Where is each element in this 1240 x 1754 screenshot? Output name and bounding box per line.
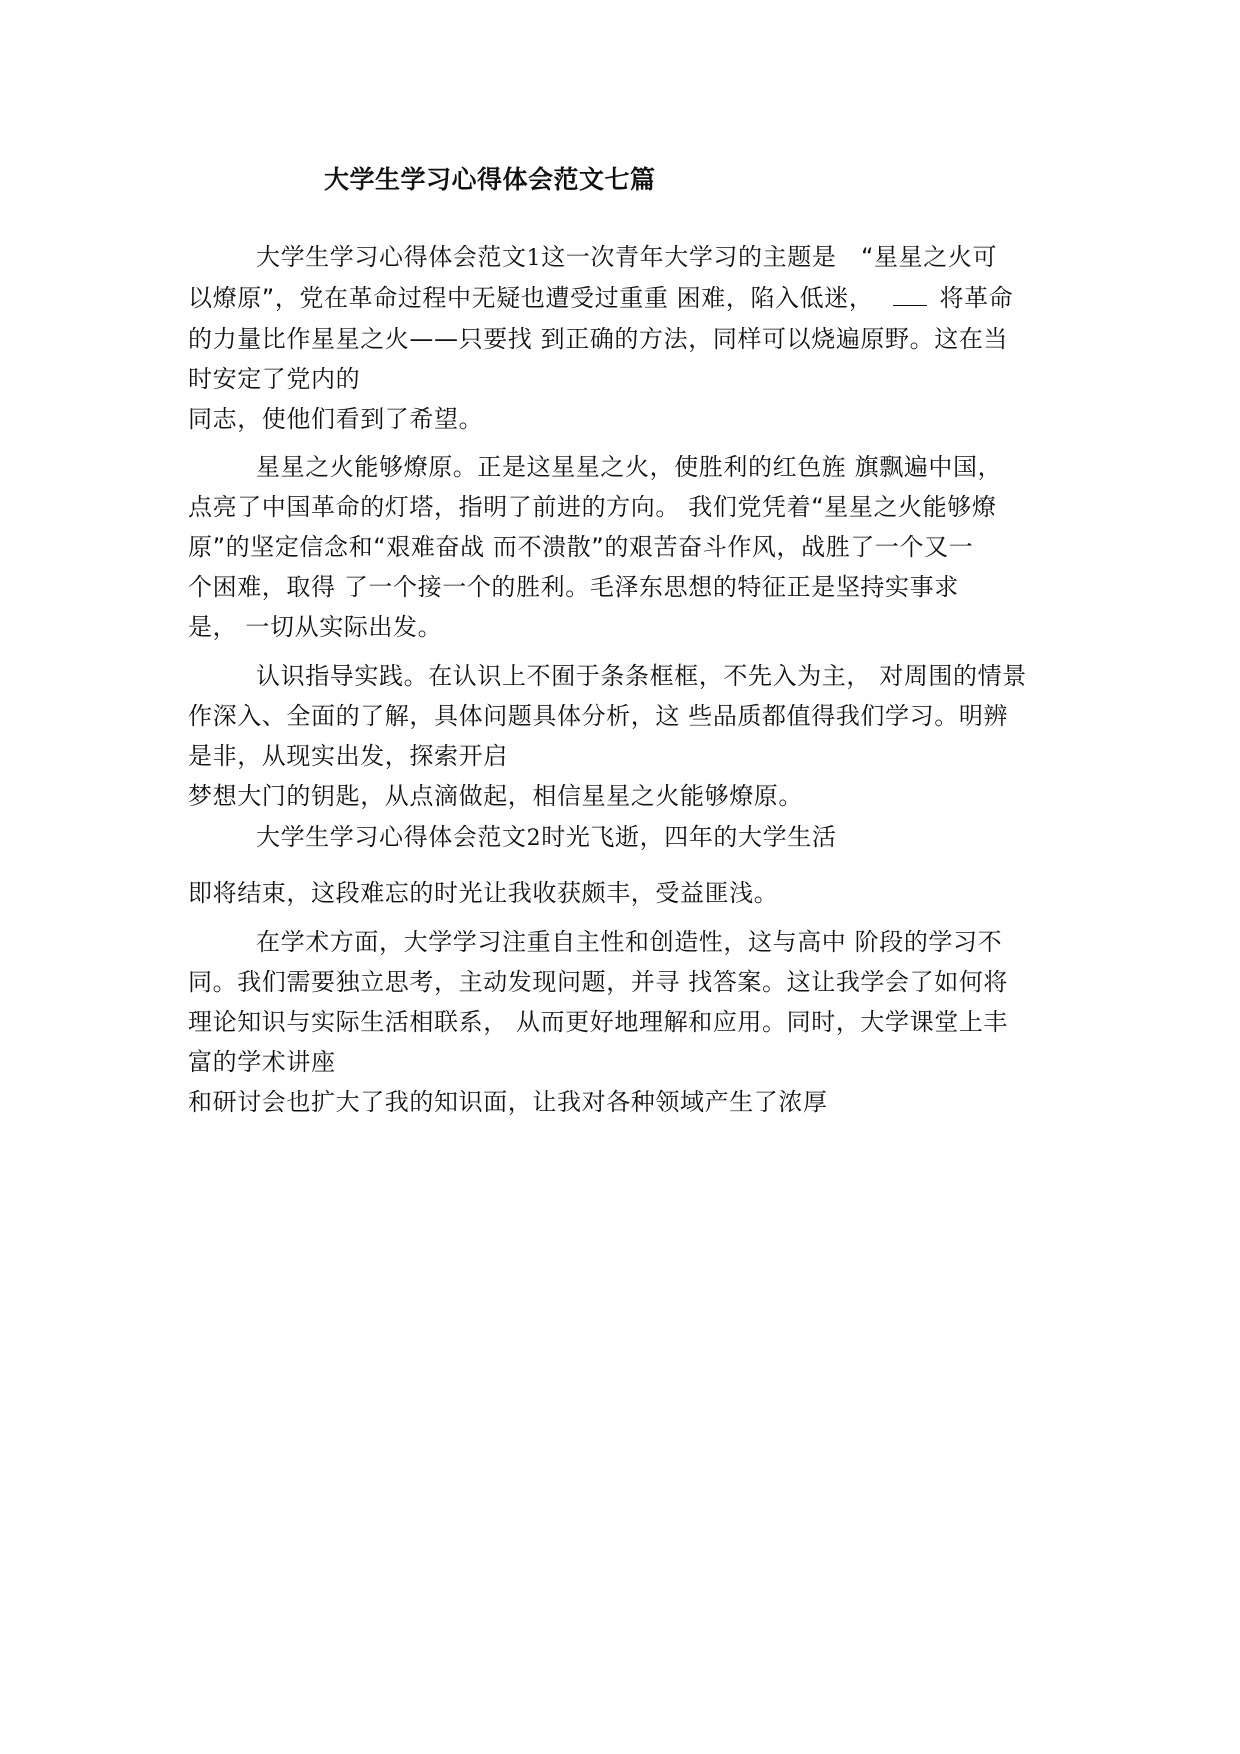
text-line xyxy=(188,283,1013,313)
sample-number: 1 xyxy=(526,246,542,271)
text-line: 是， 一切从实际出发。 xyxy=(188,613,443,641)
text-fragment: 以燎原”，党在革命过程中无疑也遭受过重重 困难，陷入低迷， xyxy=(188,284,874,312)
text-line: 梦想大门的钥匙，从点滴做起，相信星星之火能够燎原。 xyxy=(188,782,803,810)
text-line: 原”的坚定信念和“艰难奋战 而不溃散”的艰苦奋斗作风，战胜了一个又一 xyxy=(188,533,974,561)
text-fragment: 将革命 xyxy=(939,284,1014,312)
text-line xyxy=(256,822,836,854)
text-line: 同。我们需要独立思考，主动发现问题，并寻 找答案。这让我学会了如何将 xyxy=(188,968,1009,996)
text-fragment: 大学生学习心得体会范文 xyxy=(256,823,527,851)
text-line: 的力量比作星星之火——只要找 到正确的方法，同样可以烧遍原野。这在当 xyxy=(188,325,1009,353)
document-title: 大学生学习心得体会范文七篇 xyxy=(324,165,656,194)
blank-underline xyxy=(893,285,927,306)
text-line: 个困难，取得 了一个接一个的胜利。毛泽东思想的特征正是坚持实事求 xyxy=(188,573,959,601)
text-line: 作深入、全面的了解，具体问题具体分析，这 些品质都值得我们学习。明辨 xyxy=(188,702,1009,730)
text-line: 理论知识与实际生活相联系， 从而更好地理解和应用。同时，大学课堂上丰 xyxy=(188,1008,1009,1036)
text-line: 即将结束，这段难忘的时光让我收获颇丰，受益匪浅。 xyxy=(188,879,779,907)
text-line: 在学术方面，大学学习注重自主性和创造性，这与高中 阶段的学习不 xyxy=(256,928,1003,956)
text-fragment: 这一次青年大学习的主题是 “星星之火可 xyxy=(541,243,998,271)
text-line: 星星之火能够燎原。正是这星星之火，使胜利的红色旌 旗飘遍中国， xyxy=(256,453,1003,481)
text-line: 是非，从现实出发，探索开启 xyxy=(188,742,508,770)
text-line: 时安定了党内的 xyxy=(188,365,361,393)
text-line: 点亮了中国革命的灯塔，指明了前进的方向。 我们党凭着“星星之火能够燎 xyxy=(188,493,997,521)
text-line xyxy=(256,242,997,274)
text-line: 认识指导实践。在认识上不囿于条条框框，不先入为主， 对周围的情景 xyxy=(256,662,1027,690)
text-fragment: 大学生学习心得体会范文 xyxy=(256,243,527,271)
text-line: 富的学术讲座 xyxy=(188,1048,336,1076)
text-fragment: 时光飞逝，四年的大学生活 xyxy=(541,823,837,851)
text-line: 同志，使他们看到了希望。 xyxy=(188,405,484,433)
text-line: 和研讨会也扩大了我的知识面，让我对各种领域产生了浓厚 xyxy=(188,1088,828,1116)
sample-number: 2 xyxy=(526,826,542,851)
